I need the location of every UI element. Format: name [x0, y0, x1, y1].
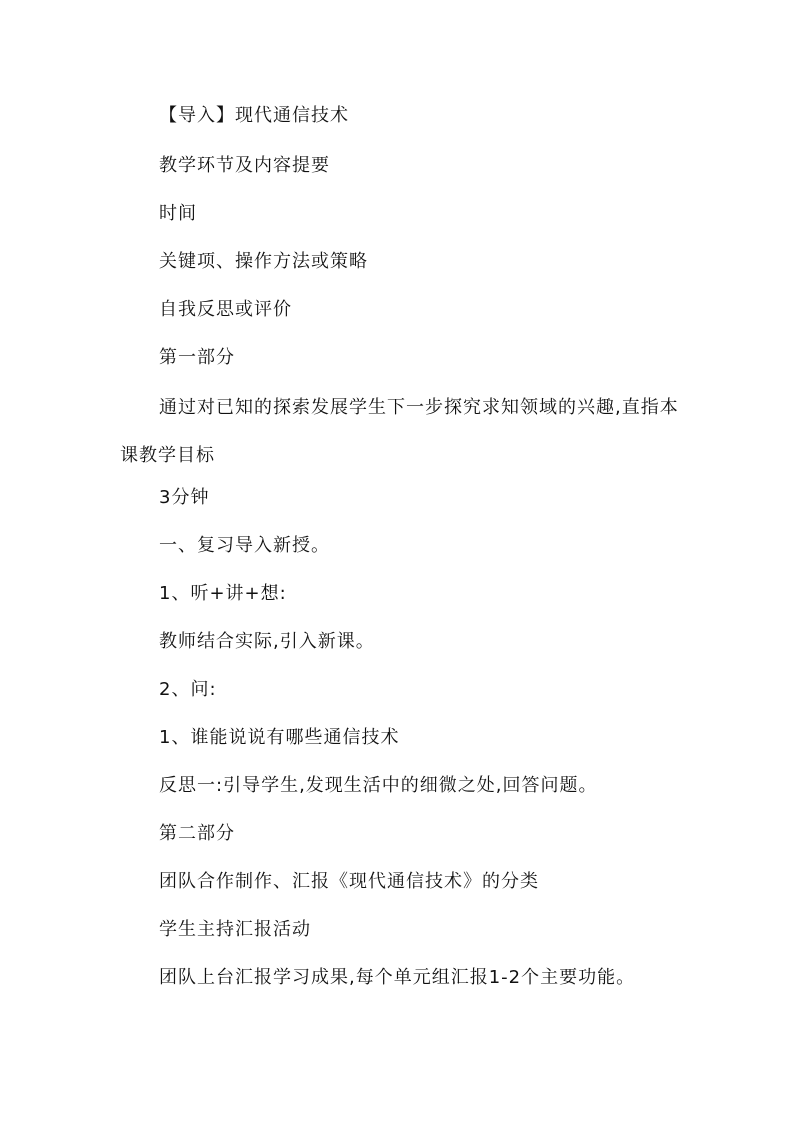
team-report-task: 团队合作制作、汇报《现代通信技术》的分类: [159, 871, 539, 892]
column-header-reflection: 自我反思或评价: [159, 299, 292, 320]
reflection-one: 反思一:引导学生,发现生活中的细微之处,回答问题。: [159, 775, 598, 796]
column-header-content: 教学环节及内容提要: [159, 155, 330, 176]
part-one-goal-paragraph: 通过对已知的探索发展学生下一步探究求知领域的兴趣,直指本课教学目标: [120, 397, 679, 466]
step-listen-speak-think: 1、听+讲+想:: [159, 583, 287, 604]
section-heading-part-two: 第二部分: [159, 823, 235, 844]
step-ask: 2、问:: [159, 679, 217, 700]
column-header-strategy: 关键项、操作方法或策略: [159, 251, 368, 272]
team-presentation-text: 团队上台汇报学习成果,每个单元组汇报1-2个主要功能。: [159, 967, 636, 988]
duration-text: 3分钟: [159, 487, 210, 508]
lesson-title: 【导入】现代通信技术: [159, 105, 349, 126]
teacher-intro-text: 教师结合实际,引入新课。: [159, 631, 375, 652]
section-heading-part-one: 第一部分: [159, 347, 235, 368]
column-header-time: 时间: [159, 203, 197, 224]
student-host-activity: 学生主持汇报活动: [159, 919, 311, 940]
step-review-heading: 一、复习导入新授。: [159, 535, 330, 556]
question-one: 1、谁能说说有哪些通信技术: [159, 727, 400, 748]
